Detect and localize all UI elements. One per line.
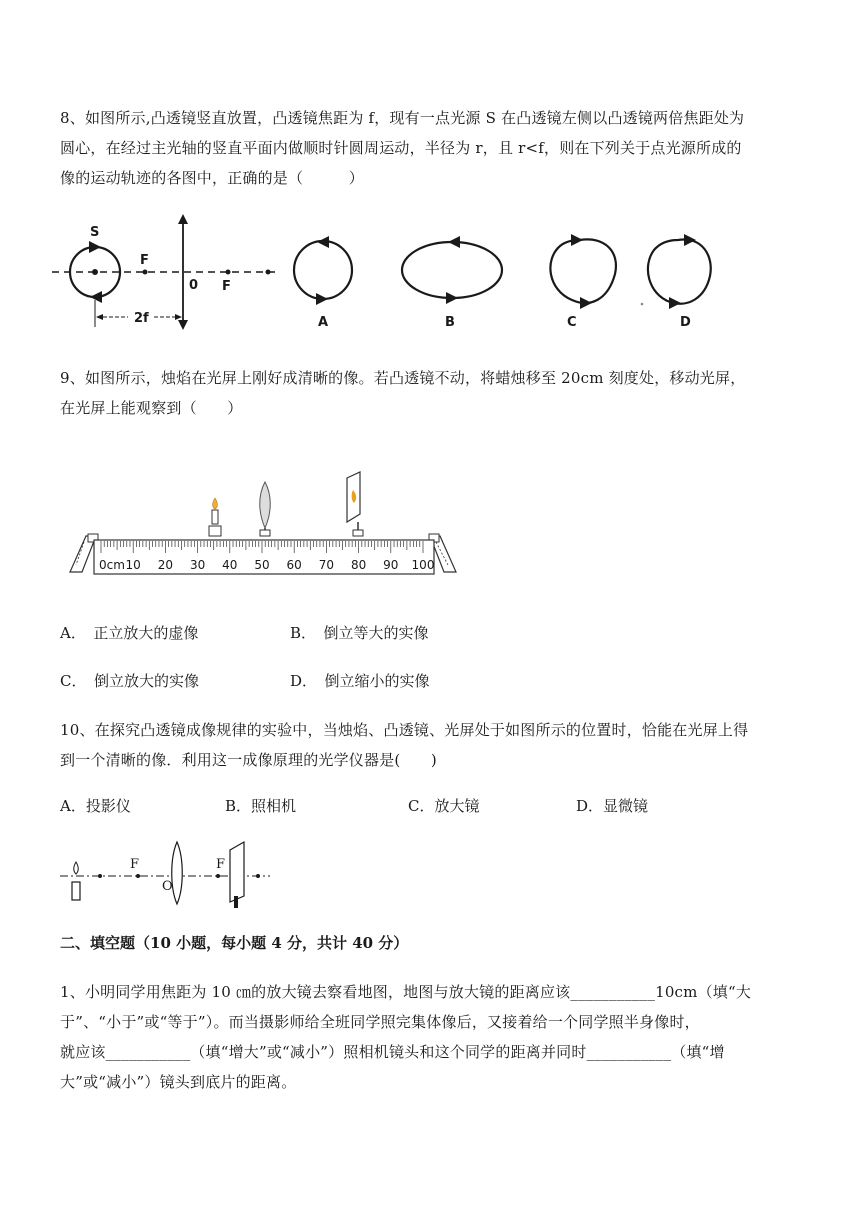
focus-right-dot (226, 270, 231, 275)
screen-holder (353, 530, 363, 536)
question-10-option-b[interactable]: B．照相机 (225, 797, 297, 815)
option-a-trajectory (294, 241, 352, 299)
option-c-trajectory (550, 239, 616, 303)
fill-1-line-2: 于”、“小于”或“等于”）。而当摄影师给全班同学照完集体像后，又接着给一个同学照半身像时， (60, 1013, 700, 1031)
fill-1-line-4: 大”或“减小”）镜头到底片的距离。 (60, 1073, 297, 1091)
distance-label: 2f (134, 311, 149, 326)
ruler-label: 50 (254, 558, 270, 572)
question-8-line-2: 圆心，在经过主光轴的竖直平面内做顺时针圆周运动，半径为 r，且 r<f，则在下列关于点光源所成的 (60, 139, 742, 157)
option-d-label: D (680, 315, 691, 330)
q10-screen (230, 842, 244, 902)
q10-screen-foot (234, 896, 238, 908)
q10-candle-body (72, 882, 80, 900)
section-2-heading: 二、填空题（10 小题，每小题 4 分，共计 40 分） (60, 934, 409, 952)
option-a-arrow-bottom (316, 293, 328, 305)
lens-shape (260, 482, 271, 528)
question-9-text (60, 363, 805, 423)
optical-bench-figure (68, 470, 468, 580)
option-a-arrow-top (317, 236, 329, 248)
question-8-line-3: 像的运动轨迹的各图中，正确的是（ ） (60, 169, 365, 187)
lens-holder (260, 530, 270, 536)
option-d-arrow-bottom (669, 297, 681, 309)
question-10-option-c[interactable]: C．放大镜 (408, 797, 480, 815)
question-10-option-a[interactable]: A．投影仪 (60, 797, 131, 815)
option-b-trajectory (402, 242, 502, 298)
ruler-label: 30 (189, 558, 206, 572)
distance-arrow-right (175, 314, 182, 320)
candle-flame (213, 498, 218, 509)
ruler-label: 0cm (99, 558, 125, 572)
q10-focus-left-dot (136, 874, 140, 878)
question-9-option-b[interactable]: B． 倒立等大的实像 (290, 624, 429, 642)
question-9-line-1: 9、如图所示，烛焰在光屏上刚好成清晰的像。若凸透镜不动，将蜡烛移至 20cm 刻度处，移动光屏， (60, 369, 746, 387)
ruler-label: 10 (125, 558, 141, 572)
ruler-label: 90 (383, 558, 399, 572)
question-10-line-1: 10、在探究凸透镜成像规律的实验中，当烛焰、凸透镜、光屏处于如图所示的位置时，恰能在光屏上得 (60, 721, 749, 739)
ruler-label: 40 (222, 558, 238, 572)
lens-top-arrow (178, 214, 188, 224)
q10-focus-right-label: F (216, 857, 226, 872)
option-c-arrow-bottom (580, 297, 592, 309)
question-10-option-d[interactable]: D．显微镜 (576, 797, 649, 815)
ruler-label: 70 (318, 558, 335, 572)
option-c-arrow-top (571, 234, 583, 246)
two-f-right-dot (266, 270, 271, 275)
fill-in-question-1 (60, 977, 805, 1097)
question-10-text (60, 715, 805, 775)
question-8-figure (50, 212, 730, 337)
candle-body (212, 510, 218, 524)
question-8-text (60, 103, 805, 193)
q10-lens-center-label: O (162, 879, 173, 894)
circle-arrow-bottom (90, 291, 102, 303)
option-d-trajectory (648, 239, 711, 303)
question-9-option-c[interactable]: C． 倒立放大的实像 (60, 672, 199, 690)
q10-2f-right-dot (256, 874, 260, 878)
ruler-label: 80 (350, 558, 367, 572)
option-d-arrow-top (684, 234, 696, 246)
option-b-label: B (445, 315, 455, 330)
source-label: S (90, 225, 100, 240)
focus-right-label: F (222, 279, 231, 294)
question-9-option-d[interactable]: D． 倒立缩小的实像 (290, 672, 430, 690)
circle-arrow-top (89, 241, 101, 253)
focus-left-dot (143, 270, 148, 275)
question-9-option-a[interactable]: A． 正立放大的虚像 (60, 624, 199, 642)
candle-holder (209, 526, 221, 536)
question-9-line-2: 在光屏上能观察到（ ） (60, 399, 243, 417)
lens-center-label: 0 (189, 278, 199, 293)
option-a-label: A (318, 315, 329, 330)
lens-bottom-arrow (178, 320, 188, 330)
fill-1-line-3: 就应该___________（填“增大”或“减小”）照相机镜头和这个同学的距离并同时___________（填“增 (60, 1043, 725, 1061)
q10-lens (172, 842, 183, 904)
question-10-figure (58, 838, 278, 908)
focus-left-label: F (140, 253, 149, 268)
ruler-label: 100 (411, 558, 435, 572)
question-10-line-2: 到一个清晰的像．利用这一成像原理的光学仪器是( ) (60, 751, 437, 769)
q10-focus-right-dot (216, 874, 220, 878)
q10-2f-left-dot (98, 874, 102, 878)
stray-dot (641, 303, 644, 306)
option-b-arrow-bottom (446, 292, 458, 304)
q10-candle-flame (74, 862, 79, 874)
distance-arrow-left (96, 314, 103, 320)
option-b-arrow-top (448, 236, 460, 248)
ruler-label: 20 (157, 558, 174, 572)
fill-1-line-1: 1、小明同学用焦距为 10 ㎝的放大镜去察看地图，地图与放大镜的距离应该___________10cm（填“大 (60, 983, 752, 1001)
option-c-label: C (567, 315, 577, 330)
source-center-dot (92, 269, 98, 275)
ruler-label: 60 (286, 558, 302, 572)
question-8-line-1: 8、如图所示,凸透镜竖直放置，凸透镜焦距为 f，现有一点光源 S 在凸透镜左侧以凸透镜两倍焦距处为 (60, 109, 745, 127)
q10-focus-left-label: F (130, 857, 140, 872)
